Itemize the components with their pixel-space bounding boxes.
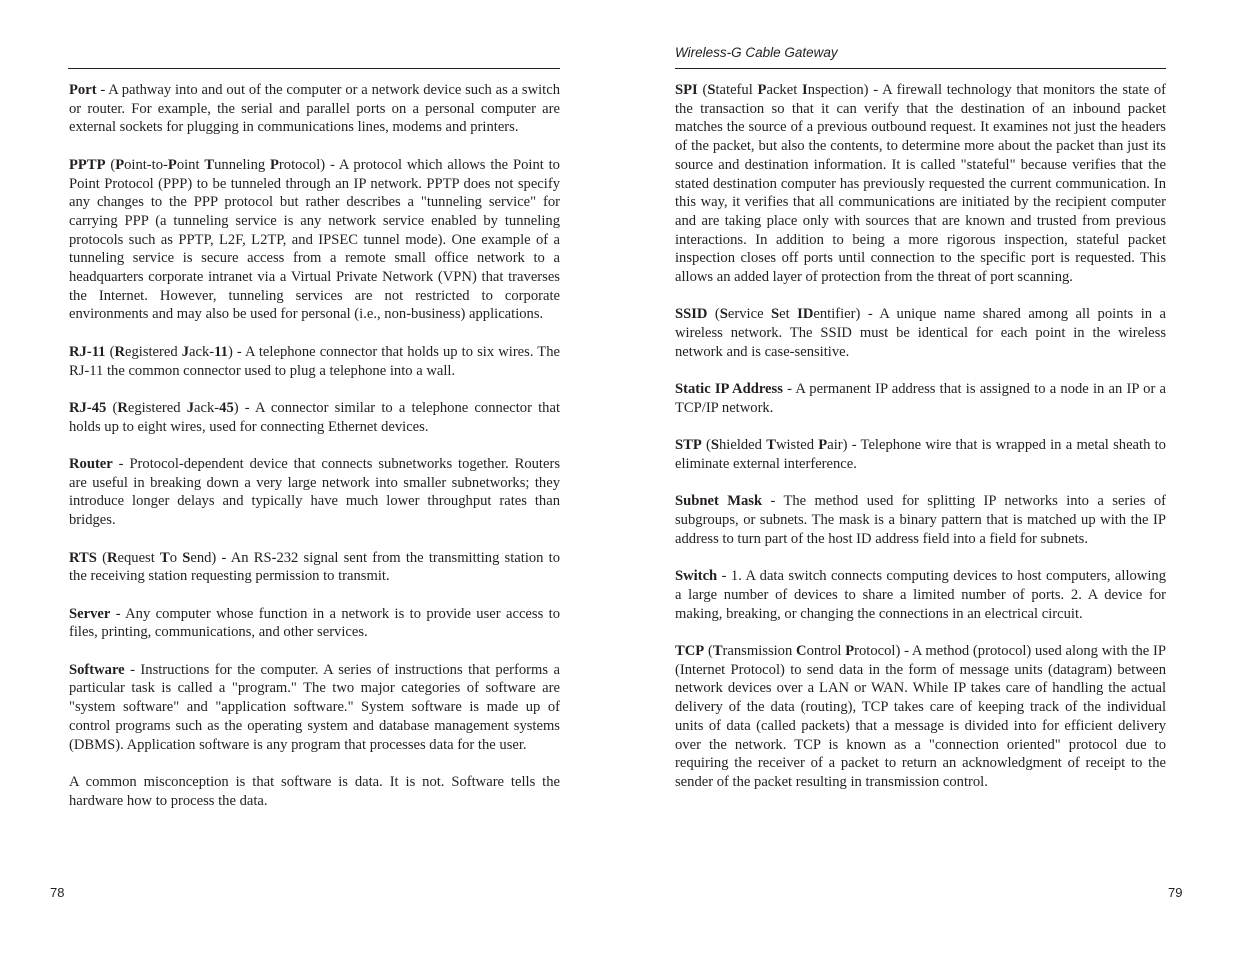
term-bold: S	[771, 306, 780, 323]
term-bold: C	[796, 643, 807, 659]
glossary-entry: PPTP (Point-to-Point Tunneling Protocol) - A protocol which allows the Point to Point Protocol (PPP) to be tunneled through an IP network. PPTP does not specify any changes to the PPP protocol but rather describes a "tunneling service" for carrying PPP (a tunneling service is any network service enabled by tunneling protocols such as PPTP, L2F, L2TP, and IPSEC tunnel mode). One example of a tunneling service is secure access from a remote small office network to a headquarters corporate intranet via a Virtual Private Network (VPN) that traverses the Internet. However, tunneling services are not restricted to corporate environments and may also be used for personal (i.e., non-business) applications.	[69, 156, 560, 323]
term-bold: P	[845, 643, 855, 659]
term-bold: J	[181, 343, 190, 360]
term-bold: RJ-45	[69, 399, 107, 416]
term-bold: P	[757, 82, 767, 98]
glossary-entry: Port - A pathway into and out of the computer or a network device such as a switch or router. For example, the serial and parallel ports on a personal computer are external sockets for plugging in communications lines, modems and printers.	[69, 82, 560, 136]
term-bold: S	[182, 549, 191, 566]
glossary-entry: STP (Shielded Twisted Pair) - Telephone wire that is wrapped in a metal sheath to eliminate external interference.	[675, 437, 1166, 473]
term-bold: P	[167, 156, 177, 173]
term-bold: Subnet Mask	[675, 493, 763, 510]
term-bold: T	[766, 437, 776, 454]
term-bold: SSID	[675, 306, 708, 323]
term-bold: T	[204, 156, 215, 173]
term-bold: ID	[797, 306, 814, 323]
term-bold: Port	[69, 82, 97, 98]
term-bold: S	[710, 437, 719, 454]
term-bold: R	[114, 343, 125, 360]
term-bold: T	[159, 549, 170, 566]
term-bold: P	[818, 437, 828, 454]
term-bold: Switch	[675, 568, 718, 585]
glossary-entry: SPI (Stateful Packet Inspection) - A firewall technology that monitors the state of the transaction so that it can verify that the destination of an inbound packet matches the source of a previous outbound request. It examines not just the headers of the packet, but also the contents, to determine more about the packet than just its source and destination information. It is called "stateful" because verifies that the stated destination computer has previously requested the current communication. In this way, it verifies that all communications are initiated by the recipient computer and are taking place only with sources that are known and trusted from previous interactions. In addition to being a more rigorous inspection, stateful packet inspection closes off ports until connection to the specific port is requested. This allows an added layer of protection from the threat of port scanning.	[675, 82, 1166, 286]
term-bold: T	[712, 643, 723, 659]
right-top-rule	[675, 68, 1166, 69]
term-bold: Static IP Address	[675, 381, 783, 398]
page-number-left: 78	[50, 885, 65, 900]
term-bold: R	[106, 549, 118, 566]
term-bold: RTS	[69, 549, 97, 566]
term-bold: Server	[69, 605, 111, 622]
glossary-entry: SSID (Service Set IDentifier) - A unique name shared among all points in a wireless network. The SSID must be identical for each point in the wireless network and is case-sensitive.	[675, 306, 1166, 360]
term-bold: Router	[69, 456, 113, 472]
left-column	[69, 81, 560, 829]
page-number-right: 79	[1168, 885, 1183, 900]
term-bold: SPI	[675, 82, 698, 98]
term-bold: P	[115, 156, 125, 173]
running-header: Wireless-G Cable Gateway	[675, 45, 838, 60]
left-top-rule	[68, 68, 560, 69]
term-bold: S	[707, 82, 716, 98]
glossary-entry: RTS (Request To Send) - An RS-232 signal sent from the transmitting station to the receiving station requesting permission to transmit.	[69, 549, 561, 585]
glossary-entry: Subnet Mask - The method used for splitting IP networks into a series of subgroups, or subnets. The mask is a binary pattern that is matched up with the IP address to turn part of the host ID address field into a field for subnets.	[675, 493, 1166, 547]
term-bold: Software	[69, 661, 125, 678]
note-paragraph: A common misconception is that software is data. It is not. Software tells the hardware how to process the data.	[69, 773, 560, 809]
glossary-entry: TCP (Transmission Control Protocol) - A method (protocol) used along with the IP (Internet Protocol) to send data in the form of message units (datagram) between network devices over a LAN or WAN. While IP takes care of handling the actual delivery of the data (routing), TCP takes care of keeping track of the individual units of data (called packets) that a message is divided into for efficient delivery over the network. TCP is known as a "connection oriented" protocol due to requiring the receiver of a packet to return an acknowledgment of receipt to the sender of the packet resulting in transmission control.	[675, 643, 1167, 790]
term-bold: S	[719, 306, 728, 323]
term-bold: R	[117, 399, 128, 416]
glossary-entry: Server - Any computer whose function in a network is to provide user access to files, printing, communications, and other services.	[69, 605, 560, 641]
glossary-entry: RJ-45 (Registered Jack-45) - A connector similar to a telephone connector that holds up to eight wires, used for connecting Ethernet devices.	[69, 399, 561, 435]
glossary-entry: Router - Protocol-dependent device that connects subnetworks together. Routers are useful in breaking down a very large network into smaller subnetworks; they introduce longer delays and typically have much lower throughput rates than bridges.	[69, 456, 560, 529]
term-bold: 11	[214, 343, 228, 360]
term-bold: TCP	[675, 643, 705, 659]
term-bold: I	[802, 82, 808, 98]
glossary-entry: Static IP Address - A permanent IP address that is assigned to a node in an IP or a TCP/IP network.	[675, 381, 1166, 416]
term-bold: 45	[219, 399, 234, 416]
term-bold: J	[186, 399, 195, 416]
term-bold: P	[270, 156, 279, 173]
glossary-entry: RJ-11 (Registered Jack-11) - A telephone connector that holds up to six wires. The RJ-11 the common connector used to plug a telephone into a wall.	[69, 343, 560, 379]
term-bold: STP	[675, 437, 702, 454]
right-column	[675, 81, 1166, 810]
glossary-entry: Software - Instructions for the computer. A series of instructions that performs a particular task is called a "program." The two major categories of software are "system software" and "application software." System software is made up of control programs such as the operating system and database management systems (DBMS). Application software is any program that processes data for the user.	[69, 661, 560, 753]
term-bold: PPTP	[69, 156, 106, 173]
glossary-entry: Switch - 1. A data switch connects computing devices to host computers, allowing a large number of devices to share a limited number of ports. 2. A device for making, breaking, or changing the connections in an electrical circuit.	[675, 568, 1166, 622]
term-bold: RJ-11	[69, 343, 106, 360]
